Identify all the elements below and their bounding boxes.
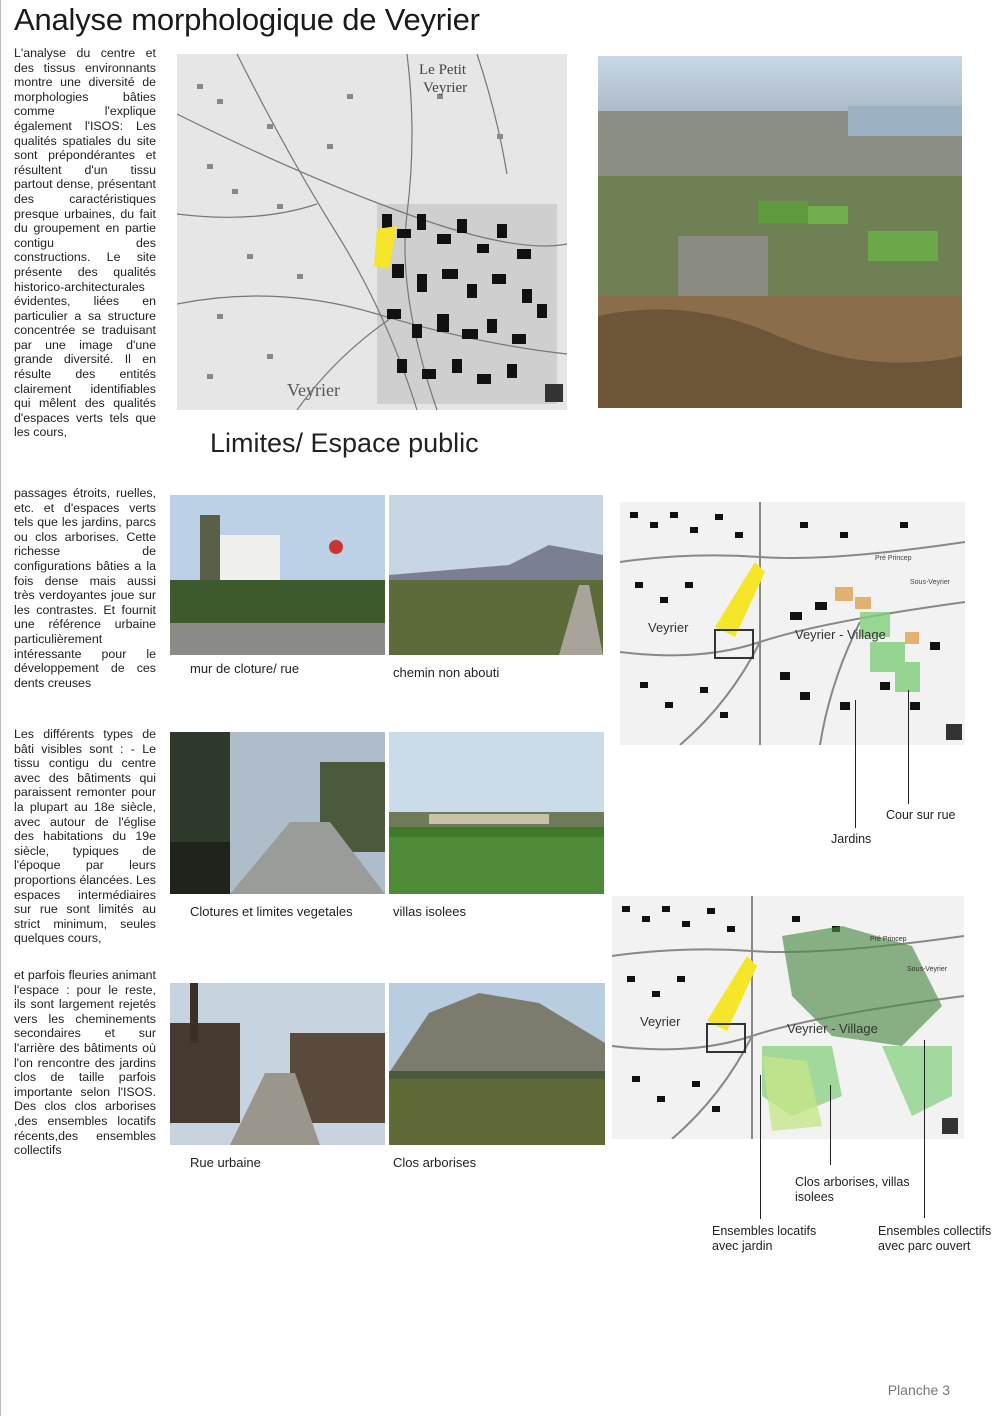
label-ensembles-collectifs: Ensembles collectifs avec parc ouvert [878, 1224, 992, 1253]
photo-rue-urbaine [170, 983, 385, 1145]
map1-label-veyrier: Veyrier [648, 620, 689, 635]
urban-map-1 [620, 502, 965, 745]
leader-line-ensembles-locatifs [760, 1075, 761, 1219]
caption-clos-arborises: Clos arborises [393, 1155, 477, 1170]
leader-line-jardins [855, 700, 856, 828]
paragraph-passages: passages étroits, ruelles, etc. et d'espaces verts tels que les jardins, parcs ou clos arborises. Cette richesse de configurations bâties a la fois dense mais aussi très verdoyantes joue sur les contrastes. Et fournit une référence urbaine particulièrement intéressante pour le développement de ces dents creuses [14, 486, 156, 690]
label-ensembles-locatifs: Ensembles locatifs avec jardin [712, 1224, 817, 1253]
photo-clotures-vegetales [170, 732, 385, 894]
leader-line-cour-sur-rue [908, 690, 909, 804]
map1-label-sous-veyrier: Sous-Veyrier [910, 579, 951, 586]
paragraph-fleuries: et parfois fleuries animant l'espace : pour le reste, ils sont largement rejetés vers les cheminements secondaires et sur l'arrière des bâtiments où l'on rencontre des jardins clos de taille parfois importante selon l'ISOS. Des clos clos arborises ,des ensembles locatifs récents,des ensembles collectifs [14, 968, 156, 1158]
caption-rue-urbaine: Rue urbaine [190, 1155, 261, 1170]
label-cour-sur-rue: Cour sur rue [886, 808, 956, 822]
map1-label-village: Veyrier - Village [795, 627, 886, 642]
map2-label-pre-princep: Pré Princep [870, 936, 907, 943]
aerial-photo [598, 56, 962, 408]
photo-mur-de-cloture [170, 495, 385, 655]
photo-chemin-non-abouti [389, 495, 603, 655]
historic-map [177, 54, 567, 410]
map2-label-sous-veyrier: Sous-Veyrier [907, 966, 948, 973]
photo-villas-isolees [389, 732, 604, 894]
section-title: Limites/ Espace public [210, 428, 479, 458]
page-number: Planche 3 [887, 1382, 950, 1398]
map1-label-pre-princep: Pré Princep [875, 555, 912, 562]
urban-map-2 [612, 896, 964, 1139]
map-text-veyrier-2: Veyrier [287, 380, 340, 400]
label-clos-arborises: Clos arborises, villas isolees [795, 1175, 910, 1204]
map2-label-village: Veyrier - Village [787, 1021, 878, 1036]
caption-clotures-vegetales: Clotures et limites vegetales [190, 904, 353, 919]
map2-label-veyrier: Veyrier [640, 1014, 681, 1029]
leader-line-clos-arborises [830, 1085, 831, 1165]
paragraph-types-de-bati: Les différents types de bâti visibles sont : - Le tissu contigu du centre avec des bâtiments qui paraissent remonter pour la plupart au 18e siècle, avec autour de l'église des habitations du 19e siècle, typiques de l'époque par leurs proportions élancées. Les espaces intermédiaires sur rue sont limités au strict minimum, seules quelques cours, [14, 727, 156, 946]
caption-villas-isolees: villas isolees [393, 904, 466, 919]
caption-chemin-non-abouti: chemin non abouti [393, 665, 500, 680]
page-left-border [0, 0, 1, 1416]
map-text-veyrier-1: Veyrier [423, 80, 468, 96]
map-text-le-petit: Le Petit [419, 62, 467, 78]
photo-clos-arborises [389, 983, 605, 1145]
caption-mur-de-cloture: mur de cloture/ rue [190, 661, 300, 676]
paragraph-intro: L'analyse du centre et des tissus environnants montre une diversité de morphologies bâties comme l'explique également l'ISOS: Les qualités spatiales du site sont prépondérantes et résultent d'un tissu partout dense, présentant des caractéristiques presque urbaines, du fait du groupement en partie contigu des constructions. Le site présente des qualités historico-architecturales évidentes, liées en particulier a sa structure concentrée se traduisant par une image d'une grande diversité. Il en résulte des entités clairement identifiables qui mêlent des qualités d'espaces verts tels que les cours, [14, 46, 156, 440]
page-title: Analyse morphologique de Veyrier [14, 2, 480, 37]
label-jardins: Jardins [831, 832, 872, 846]
